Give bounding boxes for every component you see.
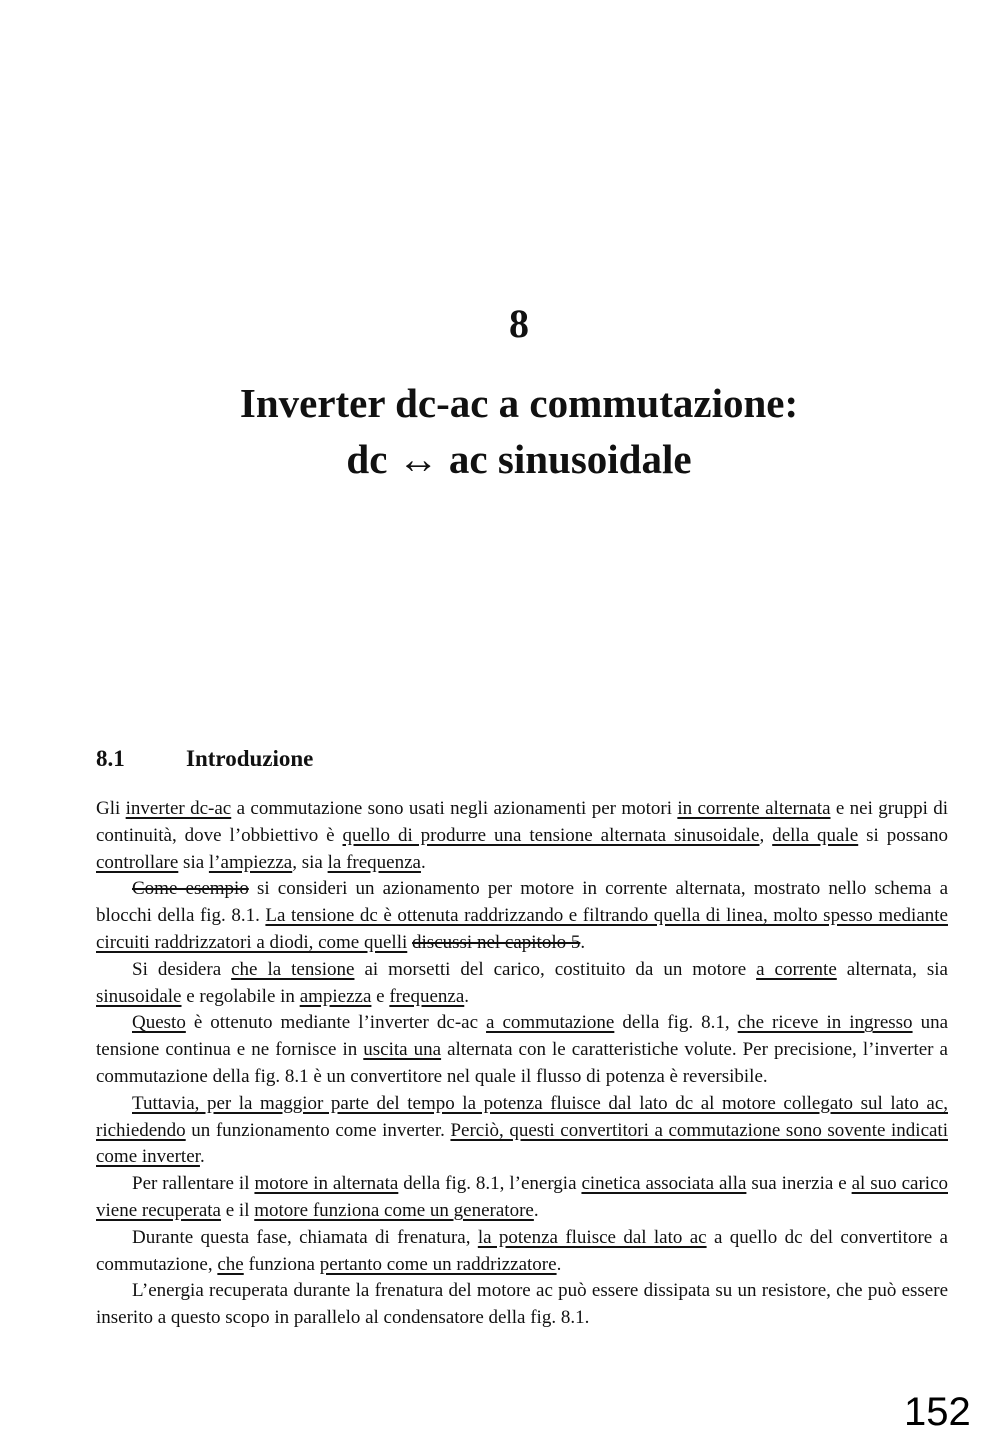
body-text	[96, 796, 948, 1332]
chapter-title	[0, 375, 1000, 487]
paragraph-4: Questo è ottenuto mediante l’inverter dc-ac a commutazione della fig. 8.1, che riceve in ingresso una tensione continua e ne fornisce in uscita una alternata con le caratteristiche volute. Per precisione, l’inverter a commutazione della fig. 8.1 è un convertitore nel quale il flusso di potenza è reversibile.	[96, 1012, 949, 1087]
section-title: Introduzione	[186, 746, 314, 771]
section-heading	[96, 746, 313, 772]
paragraph-5: Tuttavia, per la maggior parte del tempo la potenza fluisce dal lato dc al motore collegato sul lato ac, richiedendo un funzionamento come inverter. Perciò, questi convertitori a commutazione sono sovente indicati come inverter.	[96, 1092, 948, 1168]
paragraph-3: Si desidera che la tensione ai morsetti del carico, costituito da un motore a corrente alternata, sia sinusoidale e regolabile in ampiezza e frequenza.	[96, 958, 948, 1007]
chapter-title-line-1: Inverter dc-ac a commutazione:	[239, 380, 799, 426]
chapter-title-line-2: dc ↔ ac sinusoidale	[346, 436, 692, 482]
paragraph-2: Come esempio si consideri un azionamento per motore in corrente alternata, mostrato nello schema a blocchi della fig. 8.1. La tensione dc è ottenuta raddrizzando e filtrando quella di linea, molto spesso mediante circuiti raddrizzatori a diodi, come quelli discussi nel capitolo 5.	[96, 878, 949, 953]
section-number: 8.1	[96, 746, 125, 771]
chapter-number: 8	[509, 301, 529, 346]
paragraph-6: Per rallentare il motore in alternata della fig. 8.1, l’energia cinetica associata alla sua inerzia e al suo carico viene recuperata e il motore funziona come un generatore.	[96, 1173, 948, 1221]
paragraph-8: L’energia recuperata durante la frenatura del motore ac può essere dissipata su un resistore, che può essere inserito a questo scopo in parallelo al condensatore della fig. 8.1.	[96, 1280, 948, 1329]
page-number: 152	[904, 1390, 971, 1434]
paragraph-7: Durante questa fase, chiamata di frenatura, la potenza fluisce dal lato ac a quello dc del convertitore a commutazione, che funziona pertanto come un raddrizzatore.	[96, 1226, 948, 1275]
paragraph-1: Gli inverter dc-ac a commutazione sono usati negli azionamenti per motori in corrente alternata e nei gruppi di continuità, dove l’obbiettivo è quello di produrre una tensione alternata sinusoidale, della quale si possano controllare sia l’ampiezza, sia la frequenza.	[96, 798, 948, 873]
